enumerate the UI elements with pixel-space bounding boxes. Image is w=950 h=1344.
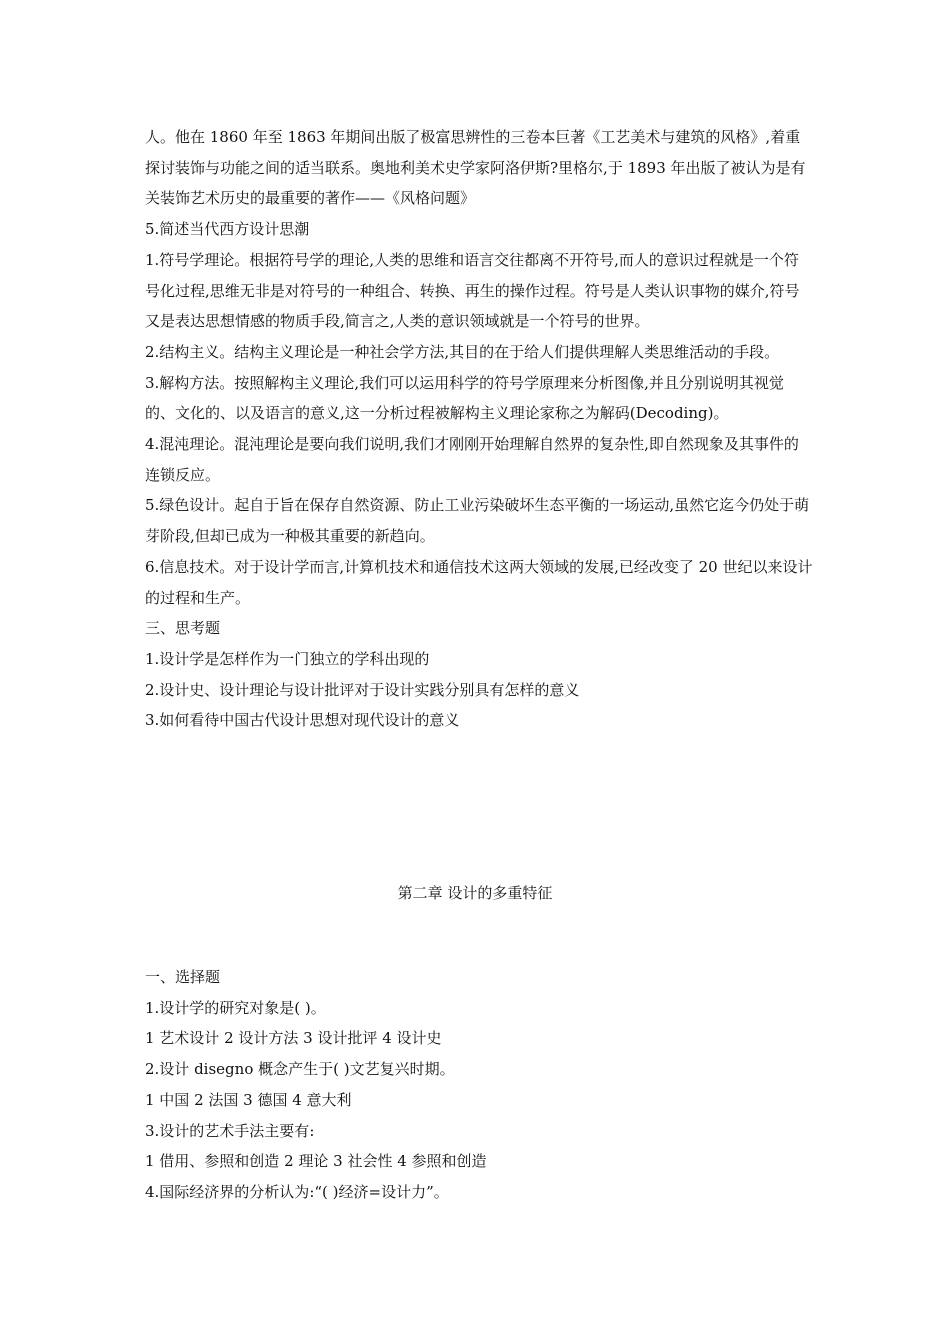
section-heading-questions: 三、思考题 xyxy=(145,619,221,638)
choice-options-1: 1 艺术设计 2 设计方法 3 设计批评 4 设计史 xyxy=(145,1029,442,1048)
paragraph-chaos-theory: 4.混沌理论。混沌理论是要向我们说明,我们才刚刚开始理解自然界的复杂性,即自然现象及其事件的连锁反应。 xyxy=(145,435,799,484)
paragraph-deconstruction: 3.解构方法。按照解构主义理论,我们可以运用科学的符号学原理来分析图像,并且分别说明其视觉的、文化的、以及语言的意义,这一分析过程被解构主义理论家称之为解码(Decoding)。 xyxy=(145,373,784,423)
text-block-bottom xyxy=(145,962,813,1208)
paragraph-information-technology: 6.信息技术。对于设计学而言,计算机技术和通信技术这两大领域的发展,已经改变了 20 世纪以来设计的过程和生产。 xyxy=(145,557,813,607)
paragraph-semiotics: 1.符号学理论。根据符号学的理论,人类的思维和语言交往都离不开符号,而人的意识过程就是一个符号化过程,思维无非是对符号的一种组合、转换、再生的操作过程。符号是人类认识事物的媒介,符号又是表达思想情感的物质手段,简言之,人类的意识领域就是一个符号的世界。 xyxy=(145,250,800,331)
choice-options-3: 1 借用、参照和创造 2 理论 3 社会性 4 参照和创造 xyxy=(145,1152,487,1171)
choice-options-2: 1 中国 2 法国 3 德国 4 意大利 xyxy=(145,1090,352,1109)
text-block-top xyxy=(145,122,813,736)
paragraph-semper-riegl: 人。他在 1860 年至 1863 年期间出版了极富思辨性的三卷本巨著《工艺美术与建筑的风格》,着重探讨装饰与功能之间的适当联系。奥地利美术史学家阿洛伊斯?里格尔,于 1893 年出版了被认为是有关装饰艺术历史的最重要的著作——《风格问题》 xyxy=(145,128,806,208)
choice-question-4: 4.国际经济界的分析认为:“( )经济=设计力”。 xyxy=(145,1182,449,1201)
question-item-3: 3.如何看待中国古代设计思想对现代设计的意义 xyxy=(145,711,460,730)
choice-question-3: 3.设计的艺术手法主要有: xyxy=(145,1121,315,1140)
question-item-2: 2.设计史、设计理论与设计批评对于设计实践分别具有怎样的意义 xyxy=(145,680,580,699)
choice-question-2: 2.设计 disegno 概念产生于( )文艺复兴时期。 xyxy=(145,1060,455,1079)
choice-question-1: 1.设计学的研究对象是( )。 xyxy=(145,998,326,1017)
chapter-title: 第二章 设计的多重特征 xyxy=(397,884,553,902)
paragraph-green-design: 5.绿色设计。起自于旨在保存自然资源、防止工业污染破坏生态平衡的一场运动,虽然它迄今仍处于萌芽阶段,但却已成为一种极其重要的新趋向。 xyxy=(145,496,810,546)
section-heading-choice: 一、选择题 xyxy=(145,968,221,986)
question-item-1: 1.设计学是怎样作为一门独立的学科出现的 xyxy=(145,649,430,668)
question-heading-5: 5.简述当代西方设计思潮 xyxy=(145,220,310,239)
paragraph-structuralism: 2.结构主义。结构主义理论是一种社会学方法,其目的在于给人们提供理解人类思维活动的手段。 xyxy=(145,342,780,361)
